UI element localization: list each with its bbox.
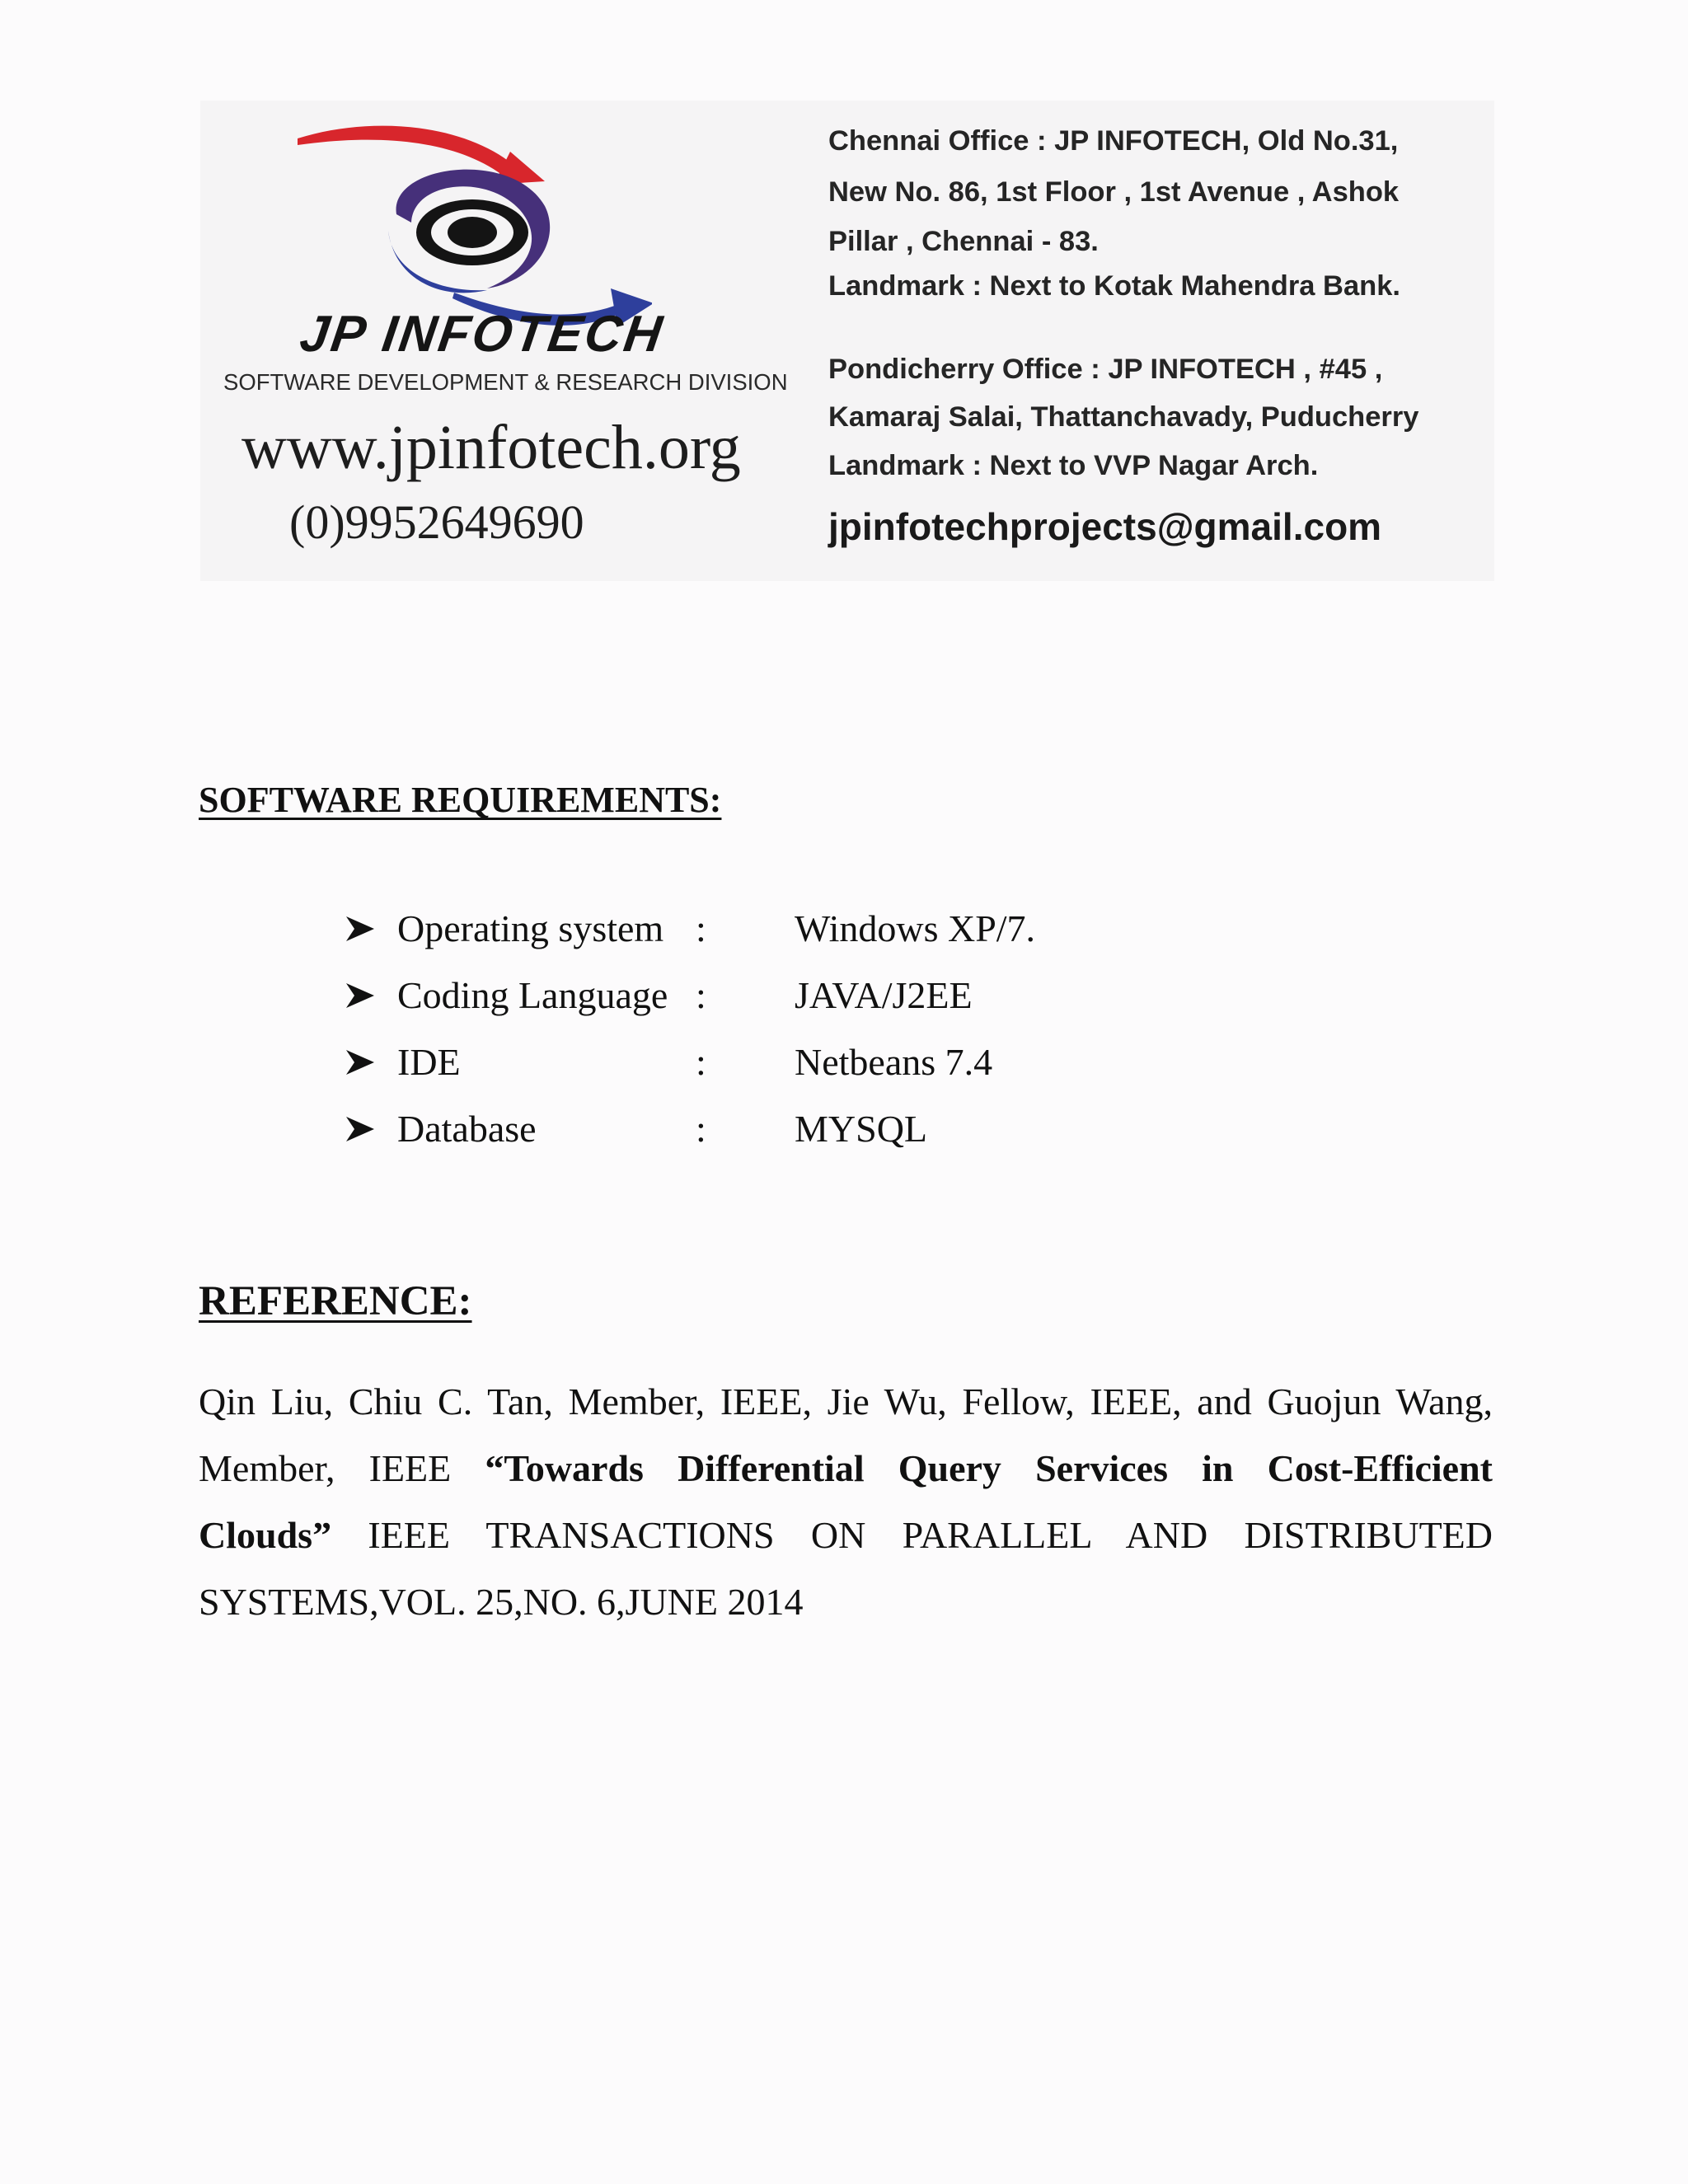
office-line: Kamaraj Salai, Thattanchavady, Puducherry (828, 401, 1419, 433)
reference-line (199, 1502, 1493, 1568)
office-line: Pillar , Chennai - 83. (828, 226, 1099, 257)
requirement-value: JAVA/J2EE (795, 974, 973, 1016)
brand-division: SOFTWARE DEVELOPMENT & RESEARCH DIVISION (223, 369, 788, 395)
arrow-bullet-icon (346, 1117, 374, 1141)
requirement-separator: : (696, 1108, 706, 1150)
logo-eye-pupil (448, 217, 497, 248)
arrow-bullet-icon (346, 983, 374, 1008)
brand-website: www.jpinfotech.org (241, 413, 741, 482)
office-line: Pondicherry Office : JP INFOTECH , #45 , (828, 354, 1383, 385)
requirement-label: IDE (397, 1041, 461, 1083)
logo-red-arrow (298, 126, 513, 175)
list-item (346, 1107, 1088, 1174)
reference-line (199, 1435, 1493, 1502)
letterhead-banner (200, 101, 1494, 581)
reference-volume-line: SYSTEMS,VOL. 25,NO. 6,JUNE 2014 (199, 1581, 804, 1623)
requirement-value: Netbeans 7.4 (795, 1041, 993, 1083)
requirement-label: Coding Language (397, 974, 668, 1016)
reference-authors-line: Qin Liu, Chiu C. Tan, Member, IEEE, Jie Wu, Fellow, IEEE, and Guojun Wang, (199, 1380, 1493, 1422)
requirement-label: Database (397, 1108, 537, 1150)
list-item (346, 973, 1088, 1040)
office-line: Landmark : Next to VVP Nagar Arch. (828, 450, 1319, 481)
list-item (346, 907, 1088, 973)
requirement-value: Windows XP/7. (795, 907, 1036, 949)
reference-citation (199, 1368, 1493, 1635)
reference-heading: REFERENCE: (199, 1278, 472, 1324)
list-item (346, 1040, 1088, 1107)
office-line: New No. 86, 1st Floor , 1st Avenue , Ashok (828, 176, 1400, 208)
requirement-value: MYSQL (795, 1108, 928, 1150)
brand-name: JP INFOTECH (296, 306, 668, 363)
office-line: Landmark : Next to Kotak Mahendra Bank. (828, 270, 1400, 302)
requirement-separator: : (696, 974, 706, 1016)
requirement-separator: : (696, 907, 706, 949)
requirement-separator: : (696, 1041, 706, 1083)
requirement-label: Operating system (397, 907, 664, 949)
software-requirements-list (346, 907, 1088, 1174)
reference-title: “Towards Differential Query Services in Cost-Efficient (485, 1447, 1493, 1489)
contact-email: jpinfotechprojects@gmail.com (828, 505, 1382, 548)
office-line: Chennai Office : JP INFOTECH, Old No.31, (828, 125, 1399, 157)
reference-title-end: Clouds” (199, 1514, 332, 1556)
arrow-bullet-icon (346, 916, 374, 941)
reference-journal: IEEE TRANSACTIONS ON PARALLEL AND DISTRIBUTED (331, 1514, 1493, 1556)
software-requirements-heading: SOFTWARE REQUIREMENTS: (199, 780, 722, 820)
reference-affiliation: Member, IEEE (199, 1447, 485, 1489)
arrow-bullet-icon (346, 1050, 374, 1075)
brand-phone: (0)9952649690 (289, 495, 584, 549)
